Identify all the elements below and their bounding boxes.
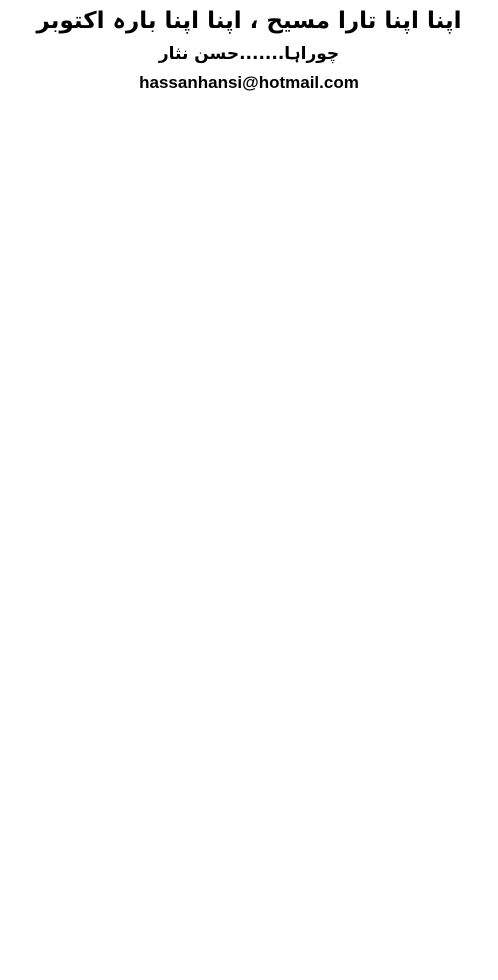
column-header (0, 0, 498, 94)
author-email: hassanhansi@hotmail.com (139, 73, 359, 92)
column-body (6, 132, 492, 976)
column-byline: چوراہا.......حسن نثار (158, 44, 340, 64)
column-title: اپنا اپنا تارا مسیح ، اپنا اپنا بارہ اکتوبر (36, 8, 462, 34)
